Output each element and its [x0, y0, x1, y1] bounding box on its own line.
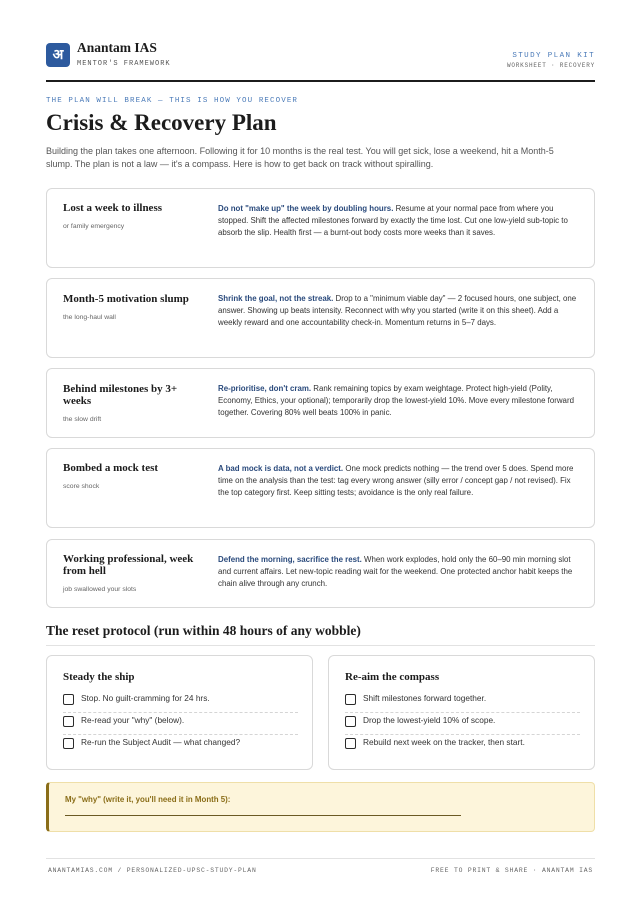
scenario-subtitle: job swallowed your slots: [63, 586, 137, 593]
checklist-item[interactable]: [345, 691, 580, 713]
scenario-body: Drop to a "minimum viable day" — 2 focused hours, one subject, one answer. Showing up beats intensity. Reconnect with why you started (write it on this sheet). Add a weekly reward and one accountability check-in. Momentum returns in 5–7 days.: [218, 294, 577, 327]
checklist-item[interactable]: [345, 713, 580, 735]
scenario-lead: Re-prioritise, don't cram.: [218, 384, 312, 393]
scenario-card-slump: [46, 278, 595, 358]
scenario-lead: Shrink the goal, not the streak.: [218, 294, 334, 303]
scenario-advice: [218, 554, 580, 590]
my-why-label: My "why" (write it, you'll need it in Month 5):: [65, 795, 231, 804]
page-header: [46, 40, 595, 82]
scenario-subtitle: the slow drift: [63, 416, 102, 423]
scenario-advice: [218, 293, 580, 329]
footer-divider: [46, 858, 595, 859]
scenario-body: One mock predicts nothing — the trend over 5 does. Spend more time on the analysis than the test: tag every wrong answer (silly error / concept gap / not revised). Fix the top category first. Keep sitting tests; avoidance is the only real failure.: [218, 464, 574, 497]
checklist-item[interactable]: [345, 735, 580, 757]
checklist-label: Re-run the Subject Audit — what changed?: [81, 737, 241, 747]
scenario-card-illness: [46, 188, 595, 268]
checkbox[interactable]: [345, 716, 356, 727]
scenario-body: Rank remaining topics by exam weightage. Protect high-yield (Polity, Economy, Ethics, your optional); temporarily drop the lowest-yield 10%. Move every milestone forward together. Covering 80% well beats 100% in panic.: [218, 384, 574, 417]
checkbox[interactable]: [345, 738, 356, 749]
scenario-card-work: [46, 539, 595, 608]
footer-note: FREE TO PRINT & SHARE · ANANTAM IAS: [430, 867, 593, 874]
checklist-label: Re-read your "why" (below).: [81, 715, 185, 725]
scenario-advice: [218, 383, 580, 419]
checklist-item[interactable]: [63, 691, 298, 713]
checkbox[interactable]: [63, 716, 74, 727]
checklist-item[interactable]: [63, 735, 298, 757]
brand-logo: अ: [46, 43, 70, 67]
my-why-write-line[interactable]: [65, 815, 461, 816]
scenario-lead: Do not "make up" the week by doubling hours.: [218, 204, 394, 213]
scenario-title: Month-5 motivation slump: [63, 293, 189, 305]
checklist-item[interactable]: [63, 713, 298, 735]
checkbox[interactable]: [63, 694, 74, 705]
checklist-label: Rebuild next week on the tracker, then start.: [363, 737, 525, 747]
scenario-subtitle: the long-haul wall: [63, 314, 116, 321]
scenario-lead: Defend the morning, sacrifice the rest.: [218, 555, 362, 564]
footer-url: ANANTAMIAS.COM / PERSONALIZED-UPSC-STUDY-PLAN: [48, 867, 257, 874]
checkbox[interactable]: [345, 694, 356, 705]
panel-re-aim-the-compass: [328, 655, 595, 770]
panel-title: Steady the ship: [63, 671, 135, 683]
panel-title: Re-aim the compass: [345, 671, 440, 683]
brand-subtitle: MENTOR'S FRAMEWORK: [77, 60, 171, 68]
reset-protocol-title: The reset protocol (run within 48 hours of any wobble): [46, 623, 361, 638]
eyebrow-label: THE PLAN WILL BREAK — THIS IS HOW YOU RECOVER: [46, 97, 299, 105]
checkbox[interactable]: [63, 738, 74, 749]
scenario-advice: [218, 203, 580, 239]
scenario-card-behind: [46, 368, 595, 438]
scenario-title: Lost a week to illness: [63, 202, 162, 214]
scenario-body: When work explodes, hold only the 60–90 min morning slot and current affairs. Let new-topic reading wait for the weekend. One protected anchor habit keeps the chain alive through any crunch.: [218, 555, 573, 588]
page-title: Crisis & Recovery Plan: [46, 110, 277, 135]
scenario-title: Working professional, week from hell: [63, 553, 194, 577]
scenario-body: Resume at your normal pace from where you stopped. Shift the affected milestones forward by exactly the time lost. Cut one low-yield sub-topic to absorb the slip. Health first — a burnt-out body costs more weeks than it saves.: [218, 204, 568, 237]
kit-subtitle: WORKSHEET · RECOVERY: [506, 62, 595, 69]
scenario-lead: A bad mock is data, not a verdict.: [218, 464, 344, 473]
brand-name: Anantam IAS: [77, 40, 157, 55]
kit-title: STUDY PLAN KIT: [512, 52, 595, 60]
intro-paragraph: Building the plan takes one afternoon. Following it for 10 months is the real test. You will get sick, lose a weekend, hit a Month-5 slump. The plan is not a law — it's a compass. Here is how to get back on track without spiralling.: [46, 146, 554, 169]
scenario-subtitle: or family emergency: [63, 223, 125, 230]
scenario-subtitle: score shock: [63, 483, 100, 490]
scenario-card-mock: [46, 448, 595, 528]
checklist-label: Shift milestones forward together.: [363, 693, 487, 703]
scenario-title: Behind milestones by 3+ weeks: [63, 383, 178, 407]
checklist-label: Stop. No guilt-cramming for 24 hrs.: [81, 693, 210, 703]
my-why-box: [46, 782, 595, 832]
scenario-advice: [218, 463, 580, 499]
section-divider: [46, 645, 595, 646]
panel-steady-the-ship: [46, 655, 313, 770]
scenario-title: Bombed a mock test: [63, 462, 159, 474]
checklist-label: Drop the lowest-yield 10% of scope.: [363, 715, 496, 725]
